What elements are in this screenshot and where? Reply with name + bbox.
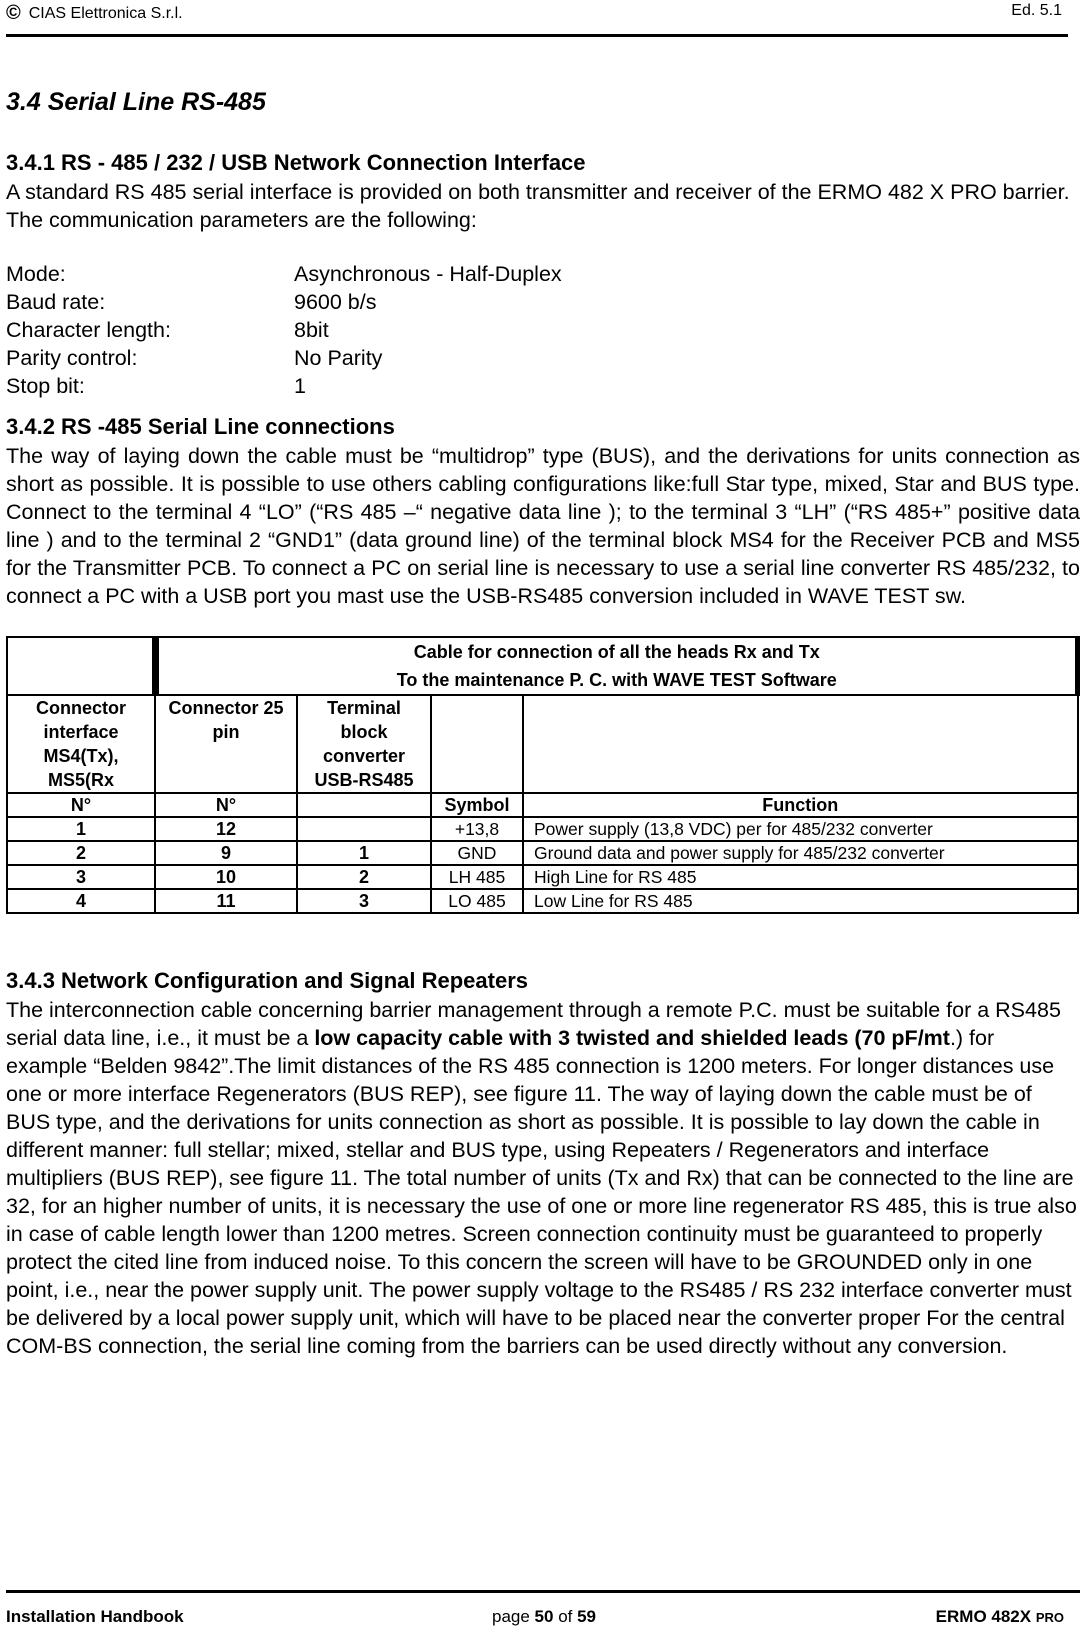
table-cell: 10 [155,865,297,889]
param-row [6,372,1080,400]
param-label: Mode: [6,262,66,286]
subheader-cell: N° [155,793,297,817]
param-row [6,344,1080,372]
table-cell: +13,8 [431,817,523,841]
param-row [6,260,1080,288]
table-caption-row [7,637,1078,695]
table-header-row [7,695,1078,793]
param-row [6,316,1080,344]
page-content [6,88,1080,1360]
header-cell: Terminal block converter USB-RS485 [297,695,431,793]
table-cell: 1 [297,841,431,865]
table-cell: 9 [155,841,297,865]
table-cell: 4 [7,889,155,913]
param-label: Stop bit: [6,374,85,398]
table-cell: 3 [7,865,155,889]
param-label: Baud rate: [6,290,106,314]
subsection-342-title: 3.4.2 RS -485 Serial Line connections [6,414,395,439]
subsection-341-title: 3.4.1 RS - 485 / 232 / USB Network Connection Interface [6,150,586,175]
company-name: CIAS Elettronica S.r.l. [28,5,183,22]
product-suffix: PRO [1035,1610,1064,1625]
caption-line-1: Cable for connection of all the heads Rx and Tx [413,642,820,662]
footer-page-number [492,1607,596,1627]
caption-empty-cell [7,637,155,695]
page-header [6,0,1068,37]
table-cell: 11 [155,889,297,913]
table-cell: 2 [7,841,155,865]
header-cell [523,695,1078,793]
caption-line-2: To the maintenance P. C. with WAVE TEST Software [396,670,837,690]
table-cell: Low Line for RS 485 [523,889,1078,913]
subheader-cell: Function [523,793,1078,817]
subsection-342-body: The way of laying down the cable must be “multidrop” type (BUS), and the derivations for units connection as short as possible. It is possible to use others cabling configurations like:full Star type, mixed, Star and BUS type. Connect to the terminal 4 “LO” (“RS 485 –“ negative data line ); to the terminal 3 “LH” (“RS 485+” positive data line ) and to the terminal 2 “GND1” (data ground line) of the terminal block MS4 for the Receiver PCB and MS5 for the Transmitter PCB. To connect a PC on serial line is necessary to use a serial line converter RS 485/232, to connect a PC with a USB port you mast use the USB-RS485 conversion included in WAVE TEST sw. [6,444,1080,608]
page-prefix: page [492,1607,535,1626]
copyright-symbol: © [6,2,21,24]
product-name: ERMO 482X [935,1607,1036,1626]
header-cell: Connector interface MS4(Tx), MS5(Rx [7,695,155,793]
body-text: .) for example “Belden 9842”.The limit distances of the RS 485 connection is 1200 meters. For longer distances use one or more interface Regenerators (BUS REP), see figure 11. The way of laying down the cable must be of BUS type, and the derivations for units connection as short as possible. It is possible to lay down the cable in different manner: full stellar; mixed, stellar and BUS type, using Repeaters / Regenerators and interface multipliers (BUS REP), see figure 11. The total number of units (Tx and Rx) that can be connected to the line are 32, for an higher number of units, it is necessary the use of one or more line regenerator RS 485, this is true also in case of cable length lower than 1200 metres. Screen connection continuity must be guaranteed to properly protect the cited line from induced noise. To this concern the screen will have to be GROUNDED only in one point, i.e., near the power supply unit. The power supply voltage to the RS485 / RS 232 interface converter must be delivered by a local power supply unit, which will have to be placed near the converter proper For the central COM-BS connection, the serial line coming from the barriers can be used directly without any conversion. [6,1026,1077,1358]
subsection-343 [6,966,1080,1360]
header-cell [431,695,523,793]
header-company [6,2,183,25]
page-total: 59 [577,1607,597,1626]
subsection-343-title: 3.4.3 Network Configuration and Signal Repeaters [6,968,528,993]
param-value: 1 [294,374,306,398]
param-value: 8bit [294,318,329,342]
table-cell: Ground data and power supply for 485/232 converter [523,841,1078,865]
param-value: Asynchronous - Half-Duplex [294,262,562,286]
table-cell: 12 [155,817,297,841]
header-cell: Connector 25 pin [155,695,297,793]
body-text: The interconnection cable concerning barrier management through a remote P.C. must be suitable for a RS485 serial data line, i.e., it must be a [6,998,1061,1050]
subheader-cell: Symbol [431,793,523,817]
subheader-cell: N° [7,793,155,817]
table-caption [155,637,1078,695]
param-label: Character length: [6,318,171,342]
subsection-341-intro: A standard RS 485 serial interface is provided on both transmitter and receiver of the ERMO 482 X PRO barrier. The communication parameters are the following: [6,180,1070,232]
table-cell: LH 485 [431,865,523,889]
param-value: No Parity [294,346,383,370]
table-row [7,817,1078,841]
page-of: of [553,1607,578,1626]
table-cell: 3 [297,889,431,913]
table-cell: GND [431,841,523,865]
subheader-cell [297,793,431,817]
table-cell: 1 [7,817,155,841]
table-row [7,841,1078,865]
footer-product [936,1607,1064,1627]
edition-label: Ed. 5.1 [1011,2,1062,19]
table-row [7,889,1078,913]
page-current: 50 [534,1607,554,1626]
table-cell [297,817,431,841]
table-cell: High Line for RS 485 [523,865,1078,889]
table-subheader-row [7,793,1078,817]
footer-handbook-label: Installation Handbook [6,1607,184,1626]
param-label: Parity control: [6,346,138,370]
table-cell: Power supply (13,8 VDC) per for 485/232 converter [523,817,1078,841]
table-cell: LO 485 [431,889,523,913]
param-value: 9600 b/s [294,290,377,314]
section-title: 3.4 Serial Line RS-485 [6,88,266,116]
body-bold-text: low capacity cable with 3 twisted and shielded leads (70 pF/mt [314,1026,950,1050]
communication-parameters [6,260,1080,400]
table-row [7,865,1078,889]
subsection-343-body [6,996,1080,1360]
cable-connection-table [6,636,1080,914]
page-footer [6,1590,1080,1627]
param-row [6,288,1080,316]
table-cell: 2 [297,865,431,889]
